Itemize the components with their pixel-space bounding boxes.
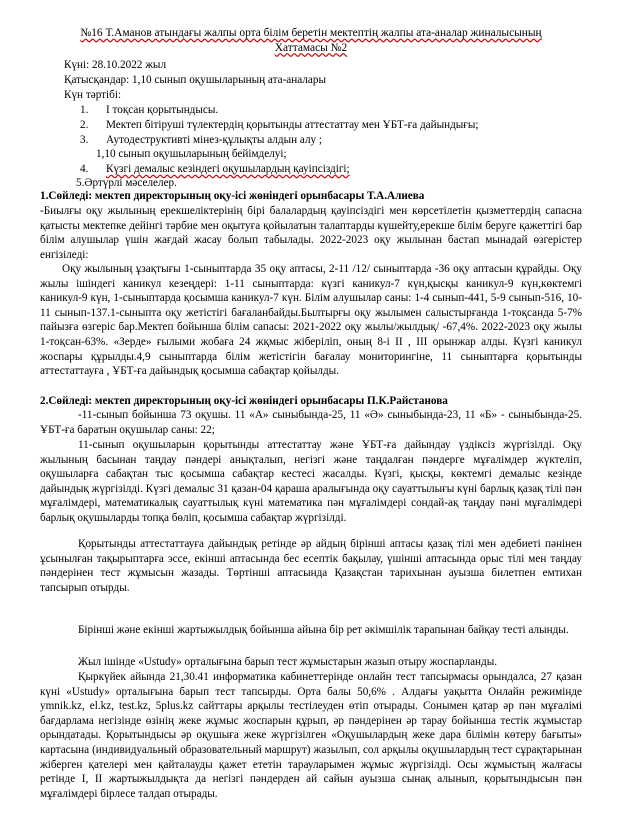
agenda-text: Күзгі демалыс кезіндегі оқушылардың қауіпсіздігі; — [106, 163, 350, 175]
agenda-number: 2. — [80, 119, 89, 131]
section-2-heading: 2.Сөйледі: мектеп директорының оқу-ісі жөніндегі орынбасары П.К.Райстанова — [40, 395, 448, 407]
section-1-paragraph-1: -Биылғы оқу жылының ерекшеліктерінің бірі балалардың қауіпсіздігі мен көрсетілетін қызметтердің сапасна қатысты мектепке дейінгі тәрбие мен оқытуға қойылатын талаптарды күшейту,ерекше білім беруге қажеттігі бар білім алушылар үшін жағдай жасау болып табылады. 2022-2023 оқу жылынан бастап мынадай өзгерістер енгізіледі: — [40, 205, 582, 261]
agenda-item-1 — [80, 103, 218, 118]
section-2-paragraph-1: -11-сынып бойынша 73 оқушы. 11 «А» сыныбында-25, 11 «Ә» сыныбында-23, 11 «Б» - сыныбында-25. ҰБТ-ға баратын оқушылар саны: 22; — [40, 409, 582, 436]
section-1-heading: 1.Сөйледі: мектеп директорының оқу-ісі жөніндегі орынбасары Т.А.Алиева — [40, 190, 425, 202]
section-2-paragraph-2: 11-сынып оқушыларын қорытынды аттестаттау және ҰБТ-ға дайындау үздіксіз жүргізілді. Оқу жылының басынан таңдау пәндері анықталып, негізгі және таңдалған пәндерге мұғалімдер жүктеліп, оқушыларға сабақтан тыс қосымша сабақтар кестесі жасалды. Күзгі, қысқы, көктемгі демалыс кезінде дайындық жүргізілді. Күзгі демалыс 31 қазан-04 қараша аралығында оқу сауаттылығы күні барлық қазақ тілі пән мұғалімдері, математикалық сауаттылық күні математика пән мұғалімдері сондай-ақ таңдау пәні мұғалімдері барлық оқушыларды топқа бөліп, қосымша сабақтар жүргізілді. — [40, 439, 582, 524]
agenda-number: 3. — [80, 134, 89, 146]
date-line: Күні: 28.10.2022 жыл — [64, 59, 167, 71]
agenda-item-4 — [80, 162, 350, 177]
section-1-paragraph-2: Оқу жылының ұзақтығы 1-сыныптарда 35 оқу аптасы, 2-11 /12/ сыныптарда -36 оқу аптасын құрайды. Оқу жылы ішіндегі каникул кезеңдері: 1-11 сыныптарда: күзгі каникул-7 күн,қысқы каникул-9 күн,көктемгі каникул-9 күн, 1-сыныптарда қосымша каникул-7 күн. Білім алушылар саны: 1-4 сынып-441, 5-9 сынып-516, 10-11 сынып-137.1-сыныпта оқу жетістігі бағаланбайды.Былтырғы оқу жылымен салыстырғанда 1-тоқсанда 5-7% пайызға өзгеріс бар.Мектеп бойынша білім сапасы: 2021-2022 оқу жылы/жылдық/ -67,4%. 2022-2023 оқу жылы 1-тоқсан-63%. «Зерде» ғылыми жобаға 24 жқмыс жіберіліп, оның 8-і ІІ , ІІІ орынжар алды. Күзгі каникул жоспары құрылды.4,9 сыныптарда білім жетістігін бағалау мониторингіне, 11 сыныптарға қорытынды аттестаттауға , ҰБТ-ға дайындық қосымша сабақтар қойылды. — [40, 263, 582, 378]
participants-line: Қатысқандар: 1,10 сынып оқушыларының ата-аналары — [64, 74, 326, 86]
section-2-paragraph-5: Жыл ішінде «Ustudy» орталығына барып тест жұмыстарын жазып отыру жоспарланды. — [78, 656, 498, 668]
agenda-item-3 — [80, 133, 322, 148]
agenda-text: Аутодеструктивті мінез-құлықты алдын алу ; — [106, 134, 323, 146]
agenda-text: 1,10 сынып оқушыларының бейімделуі; — [96, 148, 287, 160]
title-line-1: №16 Т.Аманов атындағы жалпы орта білім беретін мектептің жалпы ата-аналар жиналысының — [80, 27, 542, 39]
agenda-text: Мектеп бітіруші түлектердің қорытынды аттестаттау мен ҰБТ-ға дайындығы; — [106, 119, 479, 131]
section-2-paragraph-4: Бірінші және екінші жартыжылдық бойынша айына бір рет әкімшілік тарапынан байқау тесті алынды. — [78, 624, 569, 636]
agenda-text: І тоқсан қорытындысы. — [106, 104, 219, 116]
agenda-item-3-sub — [96, 147, 287, 162]
section-2-paragraph-6: Қыркүйек айында 21,30.41 информатика кабинеттерінде онлайн тест тапсырмасы орындалса, 27 қазан күні «Ustudy» орталығына барып тест тапсырды. Орта балы 50,6% . Алдағы уақытта Онлайн режимінде ymnik.kz, el.kz, test.kz, 5plus.kz сайттары арқылы тестілеуден өтіп отырады. Сонымен қатар әр пән мұғалімі бағдарлама негізінде өзінің жеке жұмыс жоспарын құрып, әр пәндерінен әр тарау бойынша тестік жұмыстар орындатады. Қорытындысы әр оқушыға жеке жүргізілген «Оқушылардың жеке дара білімін көтеру бағыты» картасына (индивидуальный образовательный маршрут) жазылып, сол арқылы оқушылардың тест сұрақтарынан жіберген қателері мен қайталауды қажет ететін тарауларымен жұмыс жүргізілді. Осы жұмыстың жалғасы ретінде І, ІІ жартыжылдықта да негізгі пәндерден ай сайын ауызша сынақ алынып, қорытындысын пән мұғалімдері бірлесе талдап отырады. — [40, 671, 582, 800]
agenda-item-2 — [80, 118, 479, 133]
agenda-number: 5. — [76, 177, 85, 189]
agenda-number: 4. — [80, 163, 89, 175]
agenda-text: Әртүрлі мәселелер. — [84, 177, 177, 189]
section-2-paragraph-3: Қорытынды аттестаттауға дайындық ретінде әр айдың бірінші аптасы қазақ тілі мен әдебиеті пәнінен ұсынылған тақырыптарға эссе, екінші аптасында бес есептік бақылау, үшінші аптасында орыс тілі мен таңдау пәндерінен тест жұмысын жазады. Төртінші аптасында Қазақстан тарихынан ауызша билетпен емтихан тапсырып отырды. — [40, 538, 582, 594]
agenda-number: 1. — [80, 104, 89, 116]
document-title — [30, 26, 592, 55]
agenda-heading: Күн тәртібі: — [64, 89, 122, 101]
title-line-2: Хаттамасы №2 — [274, 41, 348, 54]
